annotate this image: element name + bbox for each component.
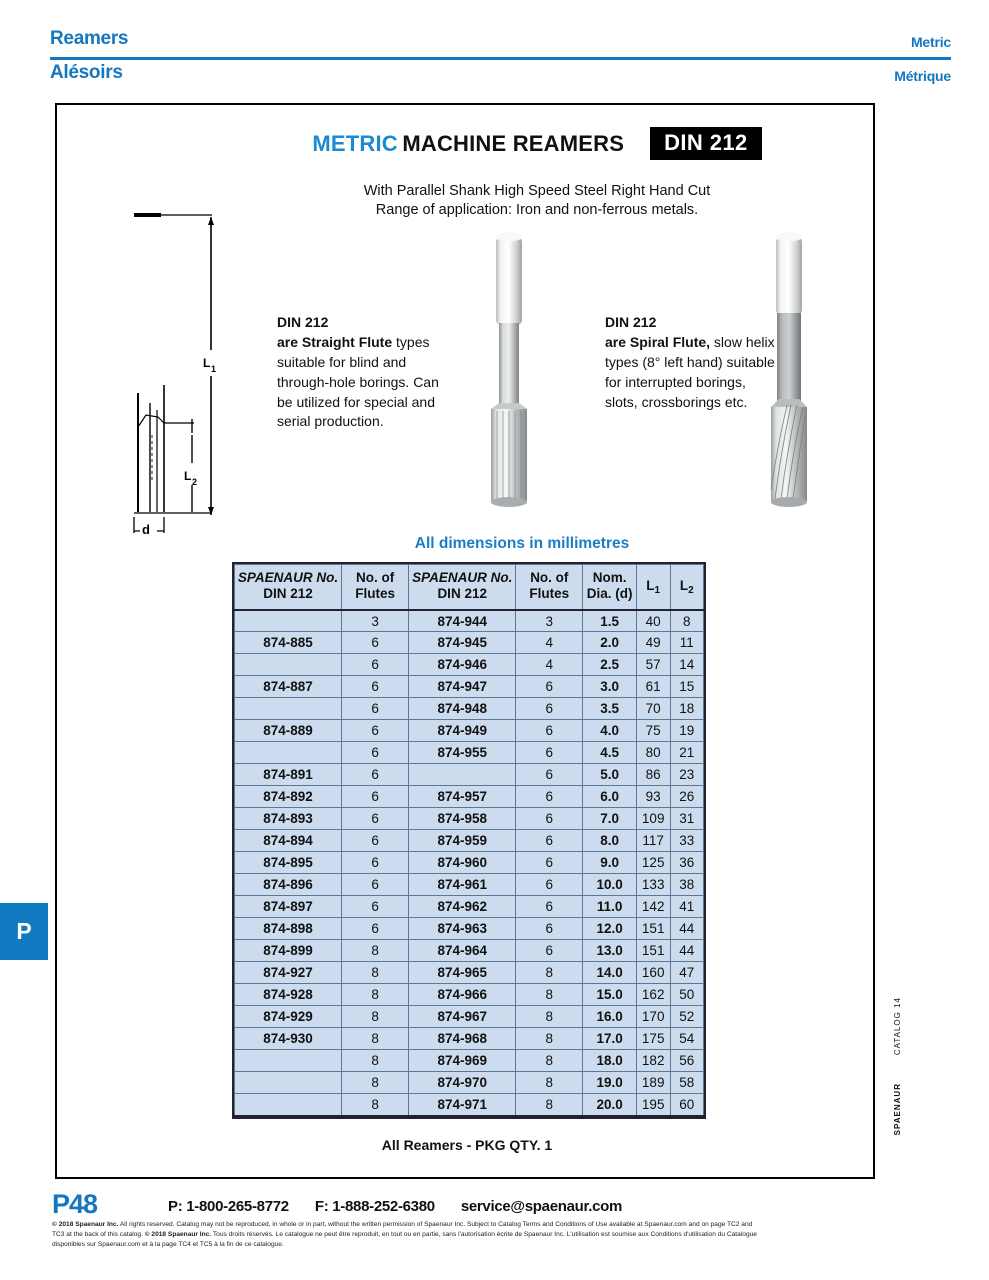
reamer-dimension-drawing (112, 205, 232, 535)
cell-flutes-2: 8 (516, 984, 583, 1006)
runhead-title-en: Reamers (50, 28, 129, 49)
col-l2 (670, 565, 704, 610)
cell-spaenaur-2: 874-944 (409, 610, 516, 632)
svg-text:1: 1 (211, 364, 217, 374)
table-row (235, 1028, 704, 1050)
table-row (235, 874, 704, 896)
svg-text:2: 2 (192, 477, 198, 487)
cell-spaenaur-1: 874-895 (235, 852, 342, 874)
cell-flutes-1: 6 (342, 852, 409, 874)
cell-l2: 33 (670, 830, 704, 852)
cell-spaenaur-2: 874-949 (409, 720, 516, 742)
cell-flutes-1: 6 (342, 764, 409, 786)
cell-spaenaur-2: 874-968 (409, 1028, 516, 1050)
cell-l1: 86 (636, 764, 670, 786)
table-row (235, 610, 704, 632)
cell-flutes-1: 8 (342, 1072, 409, 1094)
cell-spaenaur-1 (235, 742, 342, 764)
cell-spaenaur-1 (235, 698, 342, 720)
cell-spaenaur-1: 874-899 (235, 940, 342, 962)
cell-spaenaur-2: 874-958 (409, 808, 516, 830)
legal-line-1 (52, 1220, 882, 1230)
col-l1 (636, 565, 670, 610)
table-row (235, 654, 704, 676)
cell-spaenaur-1: 874-893 (235, 808, 342, 830)
cell-nominal-dia: 4.5 (583, 742, 636, 764)
page-number: P48 (52, 1189, 98, 1219)
col-l2-label: L (679, 578, 689, 594)
runhead-unit-en: Metric (910, 34, 951, 50)
cell-flutes-1: 8 (342, 1050, 409, 1072)
dimensions-caption: All dimensions in millimetres (414, 535, 630, 552)
legal-line-2 (52, 1230, 882, 1240)
col-flutes-2 (516, 565, 583, 610)
cell-l1: 162 (636, 984, 670, 1006)
cell-l2: 31 (670, 808, 704, 830)
cell-l2: 18 (670, 698, 704, 720)
cell-flutes-1: 6 (342, 632, 409, 654)
col-flutes-1 (342, 565, 409, 610)
table-header-row (235, 565, 704, 610)
runhead-divider (50, 57, 951, 60)
cell-l1: 117 (636, 830, 670, 852)
table-row (235, 808, 704, 830)
cell-spaenaur-1: 874-885 (235, 632, 342, 654)
cell-flutes-1: 8 (342, 940, 409, 962)
description-body-2: slow helix types (8° left hand) suitable for interrupted borings, slots, crossborings etc. (605, 333, 775, 410)
description-body-1: types suitable for blind and through-hole borings. Can be utilized for special and serial production. (277, 333, 439, 430)
cell-flutes-1: 8 (342, 984, 409, 1006)
legal-copyright-en: © 2018 Spaenaur Inc. (52, 1221, 119, 1228)
cell-l1: 142 (636, 896, 670, 918)
subtitle-line-1: With Parallel Shank High Speed Steel Right Hand Cut (363, 183, 711, 199)
table-row (235, 742, 704, 764)
cell-spaenaur-1: 874-927 (235, 962, 342, 984)
cell-flutes-2: 8 (516, 1050, 583, 1072)
cell-nominal-dia: 3.0 (583, 676, 636, 698)
col-nominal-dia-l2: Dia. (d) (586, 586, 633, 602)
description-straight-flute (277, 313, 457, 432)
section-tab-p[interactable]: P (0, 903, 48, 960)
legal-line-3: disponibles sur Spaenaur.com et à la page TC4 et TC5 à la fin de ce catalogue. (52, 1241, 284, 1249)
runhead-unit-fr: Métrique (894, 68, 951, 84)
col-spaenaur-1-l2: DIN 212 (263, 586, 313, 602)
cell-flutes-2: 8 (516, 1094, 583, 1116)
cell-spaenaur-2: 874-964 (409, 940, 516, 962)
cell-l2: 44 (670, 940, 704, 962)
cell-l2: 56 (670, 1050, 704, 1072)
col-flutes-1-l1: No. of (355, 570, 395, 585)
cell-l2: 44 (670, 918, 704, 940)
table-row (235, 896, 704, 918)
cell-spaenaur-2: 874-945 (409, 632, 516, 654)
cell-flutes-1: 6 (342, 896, 409, 918)
cell-spaenaur-2: 874-957 (409, 786, 516, 808)
cell-l2: 19 (670, 720, 704, 742)
cell-l1: 133 (636, 874, 670, 896)
description-spiral-flute (605, 313, 777, 412)
table-row (235, 962, 704, 984)
col-l1-label: L (646, 578, 655, 594)
cell-nominal-dia: 17.0 (583, 1028, 636, 1050)
cell-spaenaur-2: 874-966 (409, 984, 516, 1006)
content-frame (55, 103, 875, 1179)
table-row (235, 1050, 704, 1072)
col-spaenaur-2-l2: DIN 212 (437, 586, 487, 602)
cell-flutes-2: 8 (516, 1028, 583, 1050)
description-lead-2: are Spiral Flute, (605, 333, 711, 350)
cell-spaenaur-1: 874-898 (235, 918, 342, 940)
cell-spaenaur-2: 874-960 (409, 852, 516, 874)
cell-nominal-dia: 13.0 (583, 940, 636, 962)
cell-flutes-2: 6 (516, 808, 583, 830)
cell-spaenaur-1 (235, 1094, 342, 1116)
cell-nominal-dia: 11.0 (583, 896, 636, 918)
cell-spaenaur-2: 874-955 (409, 742, 516, 764)
col-flutes-2-l1: No. of (530, 570, 569, 585)
cell-flutes-2: 6 (516, 896, 583, 918)
cell-l1: 93 (636, 786, 670, 808)
col-nominal-dia-l1: Nom. (592, 570, 627, 585)
cell-l1: 195 (636, 1094, 670, 1116)
cell-spaenaur-1: 874-887 (235, 676, 342, 698)
catalog-edition-mark: CATALOG 14 (893, 997, 902, 1056)
cell-spaenaur-2: 874-971 (409, 1094, 516, 1116)
cell-nominal-dia: 9.0 (583, 852, 636, 874)
din-standard-badge: DIN 212 (650, 127, 762, 160)
cell-flutes-1: 3 (342, 610, 409, 632)
cell-spaenaur-1 (235, 1072, 342, 1094)
cell-flutes-1: 8 (342, 962, 409, 984)
cell-l2: 54 (670, 1028, 704, 1050)
cell-l2: 50 (670, 984, 704, 1006)
runhead-title-fr: Alésoirs (50, 62, 123, 83)
cell-nominal-dia: 2.5 (583, 654, 636, 676)
cell-flutes-2: 6 (516, 698, 583, 720)
cell-spaenaur-2: 874-969 (409, 1050, 516, 1072)
cell-flutes-1: 8 (342, 1028, 409, 1050)
cell-l2: 26 (670, 786, 704, 808)
cell-spaenaur-1: 874-889 (235, 720, 342, 742)
page-title (257, 127, 817, 221)
cell-spaenaur-1 (235, 1050, 342, 1072)
table-row (235, 940, 704, 962)
cell-spaenaur-2: 874-961 (409, 874, 516, 896)
cell-flutes-1: 6 (342, 676, 409, 698)
table-body (235, 610, 704, 1116)
cell-l1: 40 (636, 610, 670, 632)
table-row (235, 918, 704, 940)
cell-flutes-2: 6 (516, 874, 583, 896)
cell-spaenaur-2: 874-946 (409, 654, 516, 676)
cell-spaenaur-1: 874-891 (235, 764, 342, 786)
table-row (235, 1094, 704, 1116)
col-flutes-2-l2: Flutes (529, 586, 570, 602)
cell-l1: 151 (636, 940, 670, 962)
cell-spaenaur-1: 874-894 (235, 830, 342, 852)
cell-spaenaur-1: 874-929 (235, 1006, 342, 1028)
description-heading-2: DIN 212 (605, 314, 657, 330)
cell-spaenaur-2: 874-959 (409, 830, 516, 852)
cell-spaenaur-2: 874-947 (409, 676, 516, 698)
table-row (235, 632, 704, 654)
table-row (235, 1006, 704, 1028)
cell-flutes-2: 8 (516, 1072, 583, 1094)
contact-fax[interactable]: F: 1-888-252-6380 (314, 1198, 435, 1215)
cell-flutes-2: 6 (516, 676, 583, 698)
table-row (235, 698, 704, 720)
cell-nominal-dia: 14.0 (583, 962, 636, 984)
cell-l1: 151 (636, 918, 670, 940)
cell-nominal-dia: 2.0 (583, 632, 636, 654)
cell-nominal-dia: 15.0 (583, 984, 636, 1006)
cell-l2: 38 (670, 874, 704, 896)
legal-notice (52, 1220, 882, 1251)
table-row (235, 830, 704, 852)
cell-flutes-2: 8 (516, 962, 583, 984)
cell-nominal-dia: 18.0 (583, 1050, 636, 1072)
legal-text-en: All rights reserved. Catalog may not be reproduced, in whole or in part, without the written permission of Spaenaur Inc. Subject to Catalog Terms and Conditions of Use available at Spaenaur.com and on page TC2 and (118, 1221, 753, 1228)
cell-l2: 11 (670, 632, 704, 654)
table-row (235, 786, 704, 808)
cell-spaenaur-2: 874-948 (409, 698, 516, 720)
running-head (50, 28, 951, 50)
cell-l2: 36 (670, 852, 704, 874)
page-subtitle (257, 182, 817, 221)
table-row (235, 676, 704, 698)
cell-l2: 14 (670, 654, 704, 676)
cell-flutes-1: 6 (342, 808, 409, 830)
cell-l2: 21 (670, 742, 704, 764)
cell-nominal-dia: 5.0 (583, 764, 636, 786)
cell-spaenaur-1: 874-897 (235, 896, 342, 918)
col-spaenaur-2 (409, 565, 516, 610)
cell-flutes-1: 6 (342, 786, 409, 808)
cell-nominal-dia: 12.0 (583, 918, 636, 940)
contact-info (168, 1198, 622, 1215)
col-l2-sub: 2 (688, 585, 694, 597)
cell-spaenaur-2: 874-962 (409, 896, 516, 918)
cell-flutes-2: 6 (516, 830, 583, 852)
cell-flutes-2: 6 (516, 720, 583, 742)
cell-flutes-1: 6 (342, 654, 409, 676)
cell-l1: 61 (636, 676, 670, 698)
cell-flutes-1: 6 (342, 742, 409, 764)
table-row (235, 720, 704, 742)
cell-flutes-2: 8 (516, 1006, 583, 1028)
cell-flutes-2: 6 (516, 918, 583, 940)
running-head-fr (50, 62, 951, 84)
cell-l2: 52 (670, 1006, 704, 1028)
title-rest: MACHINE REAMERS (402, 130, 625, 156)
cell-nominal-dia: 6.0 (583, 786, 636, 808)
cell-flutes-1: 6 (342, 874, 409, 896)
cell-l2: 58 (670, 1072, 704, 1094)
cell-flutes-2: 4 (516, 632, 583, 654)
cell-flutes-1: 6 (342, 830, 409, 852)
cell-l2: 60 (670, 1094, 704, 1116)
legal-text-fr: Tous droits réservés. Le catalogue ne peut être reproduit, en tout ou en partie, sans l'autorisation écrite de Spaenaur Inc. L'utilisation est soumise aux Conditions d'utilisation du Catalogue (211, 1231, 757, 1239)
cell-l1: 57 (636, 654, 670, 676)
table-header (235, 565, 704, 610)
col-spaenaur-1-l1: SPAENAUR No. (237, 570, 339, 585)
cell-l1: 49 (636, 632, 670, 654)
legal-text-en-cont: TC3 at the back of this catalog. (52, 1231, 145, 1239)
cell-flutes-1: 8 (342, 1006, 409, 1028)
cell-spaenaur-1: 874-892 (235, 786, 342, 808)
cell-nominal-dia: 10.0 (583, 874, 636, 896)
cell-l2: 23 (670, 764, 704, 786)
svg-text:d: d (142, 522, 150, 535)
table-row (235, 1072, 704, 1094)
table-row (235, 764, 704, 786)
cell-nominal-dia: 1.5 (583, 610, 636, 632)
cell-l2: 41 (670, 896, 704, 918)
cell-l2: 47 (670, 962, 704, 984)
cell-nominal-dia: 3.5 (583, 698, 636, 720)
cell-nominal-dia: 20.0 (583, 1094, 636, 1116)
table-row (235, 852, 704, 874)
cell-spaenaur-2: 874-967 (409, 1006, 516, 1028)
cell-spaenaur-1: 874-930 (235, 1028, 342, 1050)
cell-spaenaur-1: 874-896 (235, 874, 342, 896)
cell-flutes-2: 4 (516, 654, 583, 676)
table-row (235, 984, 704, 1006)
cell-flutes-1: 6 (342, 918, 409, 940)
package-quantity-note: All Reamers - PKG QTY. 1 (381, 1137, 553, 1153)
cell-flutes-2: 6 (516, 786, 583, 808)
col-nominal-dia (583, 565, 636, 610)
cell-flutes-2: 6 (516, 852, 583, 874)
col-spaenaur-2-l1: SPAENAUR No. (412, 570, 513, 585)
cell-l1: 70 (636, 698, 670, 720)
cell-flutes-2: 6 (516, 742, 583, 764)
description-heading-1: DIN 212 (277, 314, 329, 330)
cell-l1: 182 (636, 1050, 670, 1072)
cell-flutes-1: 6 (342, 698, 409, 720)
specification-table-wrapper (232, 562, 702, 1124)
specification-table (234, 564, 704, 1117)
cell-flutes-2: 6 (516, 764, 583, 786)
col-flutes-1-l2: Flutes (355, 586, 395, 602)
brand-mark: SPAENAUR (893, 1083, 902, 1136)
cell-nominal-dia: 19.0 (583, 1072, 636, 1094)
cell-l2: 8 (670, 610, 704, 632)
cell-spaenaur-1: 874-928 (235, 984, 342, 1006)
cell-nominal-dia: 16.0 (583, 1006, 636, 1028)
cell-l1: 160 (636, 962, 670, 984)
cell-l1: 170 (636, 1006, 670, 1028)
svg-text:L: L (184, 469, 192, 483)
cell-flutes-2: 6 (516, 940, 583, 962)
cell-spaenaur-2: 874-970 (409, 1072, 516, 1094)
cell-l2: 15 (670, 676, 704, 698)
cell-l1: 109 (636, 808, 670, 830)
cell-spaenaur-2 (409, 764, 516, 786)
cell-l1: 189 (636, 1072, 670, 1094)
description-lead-1: are Straight Flute (277, 333, 393, 350)
cell-nominal-dia: 8.0 (583, 830, 636, 852)
cell-spaenaur-1 (235, 610, 342, 632)
contact-phone[interactable]: P: 1-800-265-8772 (168, 1198, 289, 1215)
col-l1-sub: 1 (654, 585, 661, 597)
svg-text:L: L (203, 356, 211, 370)
cell-flutes-1: 6 (342, 720, 409, 742)
legal-copyright-fr: © 2018 Spaenaur Inc. (144, 1231, 212, 1239)
cell-spaenaur-2: 874-963 (409, 918, 516, 940)
straight-flute-reamer-photo (477, 227, 541, 512)
cell-flutes-2: 3 (516, 610, 583, 632)
cell-flutes-1: 8 (342, 1094, 409, 1116)
dimension-drawing-svg (112, 205, 232, 535)
cell-l1: 75 (636, 720, 670, 742)
subtitle-line-2: Range of application: Iron and non-ferrous metals. (375, 202, 699, 219)
cell-l1: 80 (636, 742, 670, 764)
cell-spaenaur-2: 874-965 (409, 962, 516, 984)
cell-nominal-dia: 4.0 (583, 720, 636, 742)
title-highlight: METRIC (312, 130, 398, 156)
cell-l1: 175 (636, 1028, 670, 1050)
cell-nominal-dia: 7.0 (583, 808, 636, 830)
col-spaenaur-1 (235, 565, 342, 610)
contact-email[interactable]: service@spaenaur.com (460, 1198, 623, 1215)
cell-l1: 125 (636, 852, 670, 874)
cell-spaenaur-1 (235, 654, 342, 676)
